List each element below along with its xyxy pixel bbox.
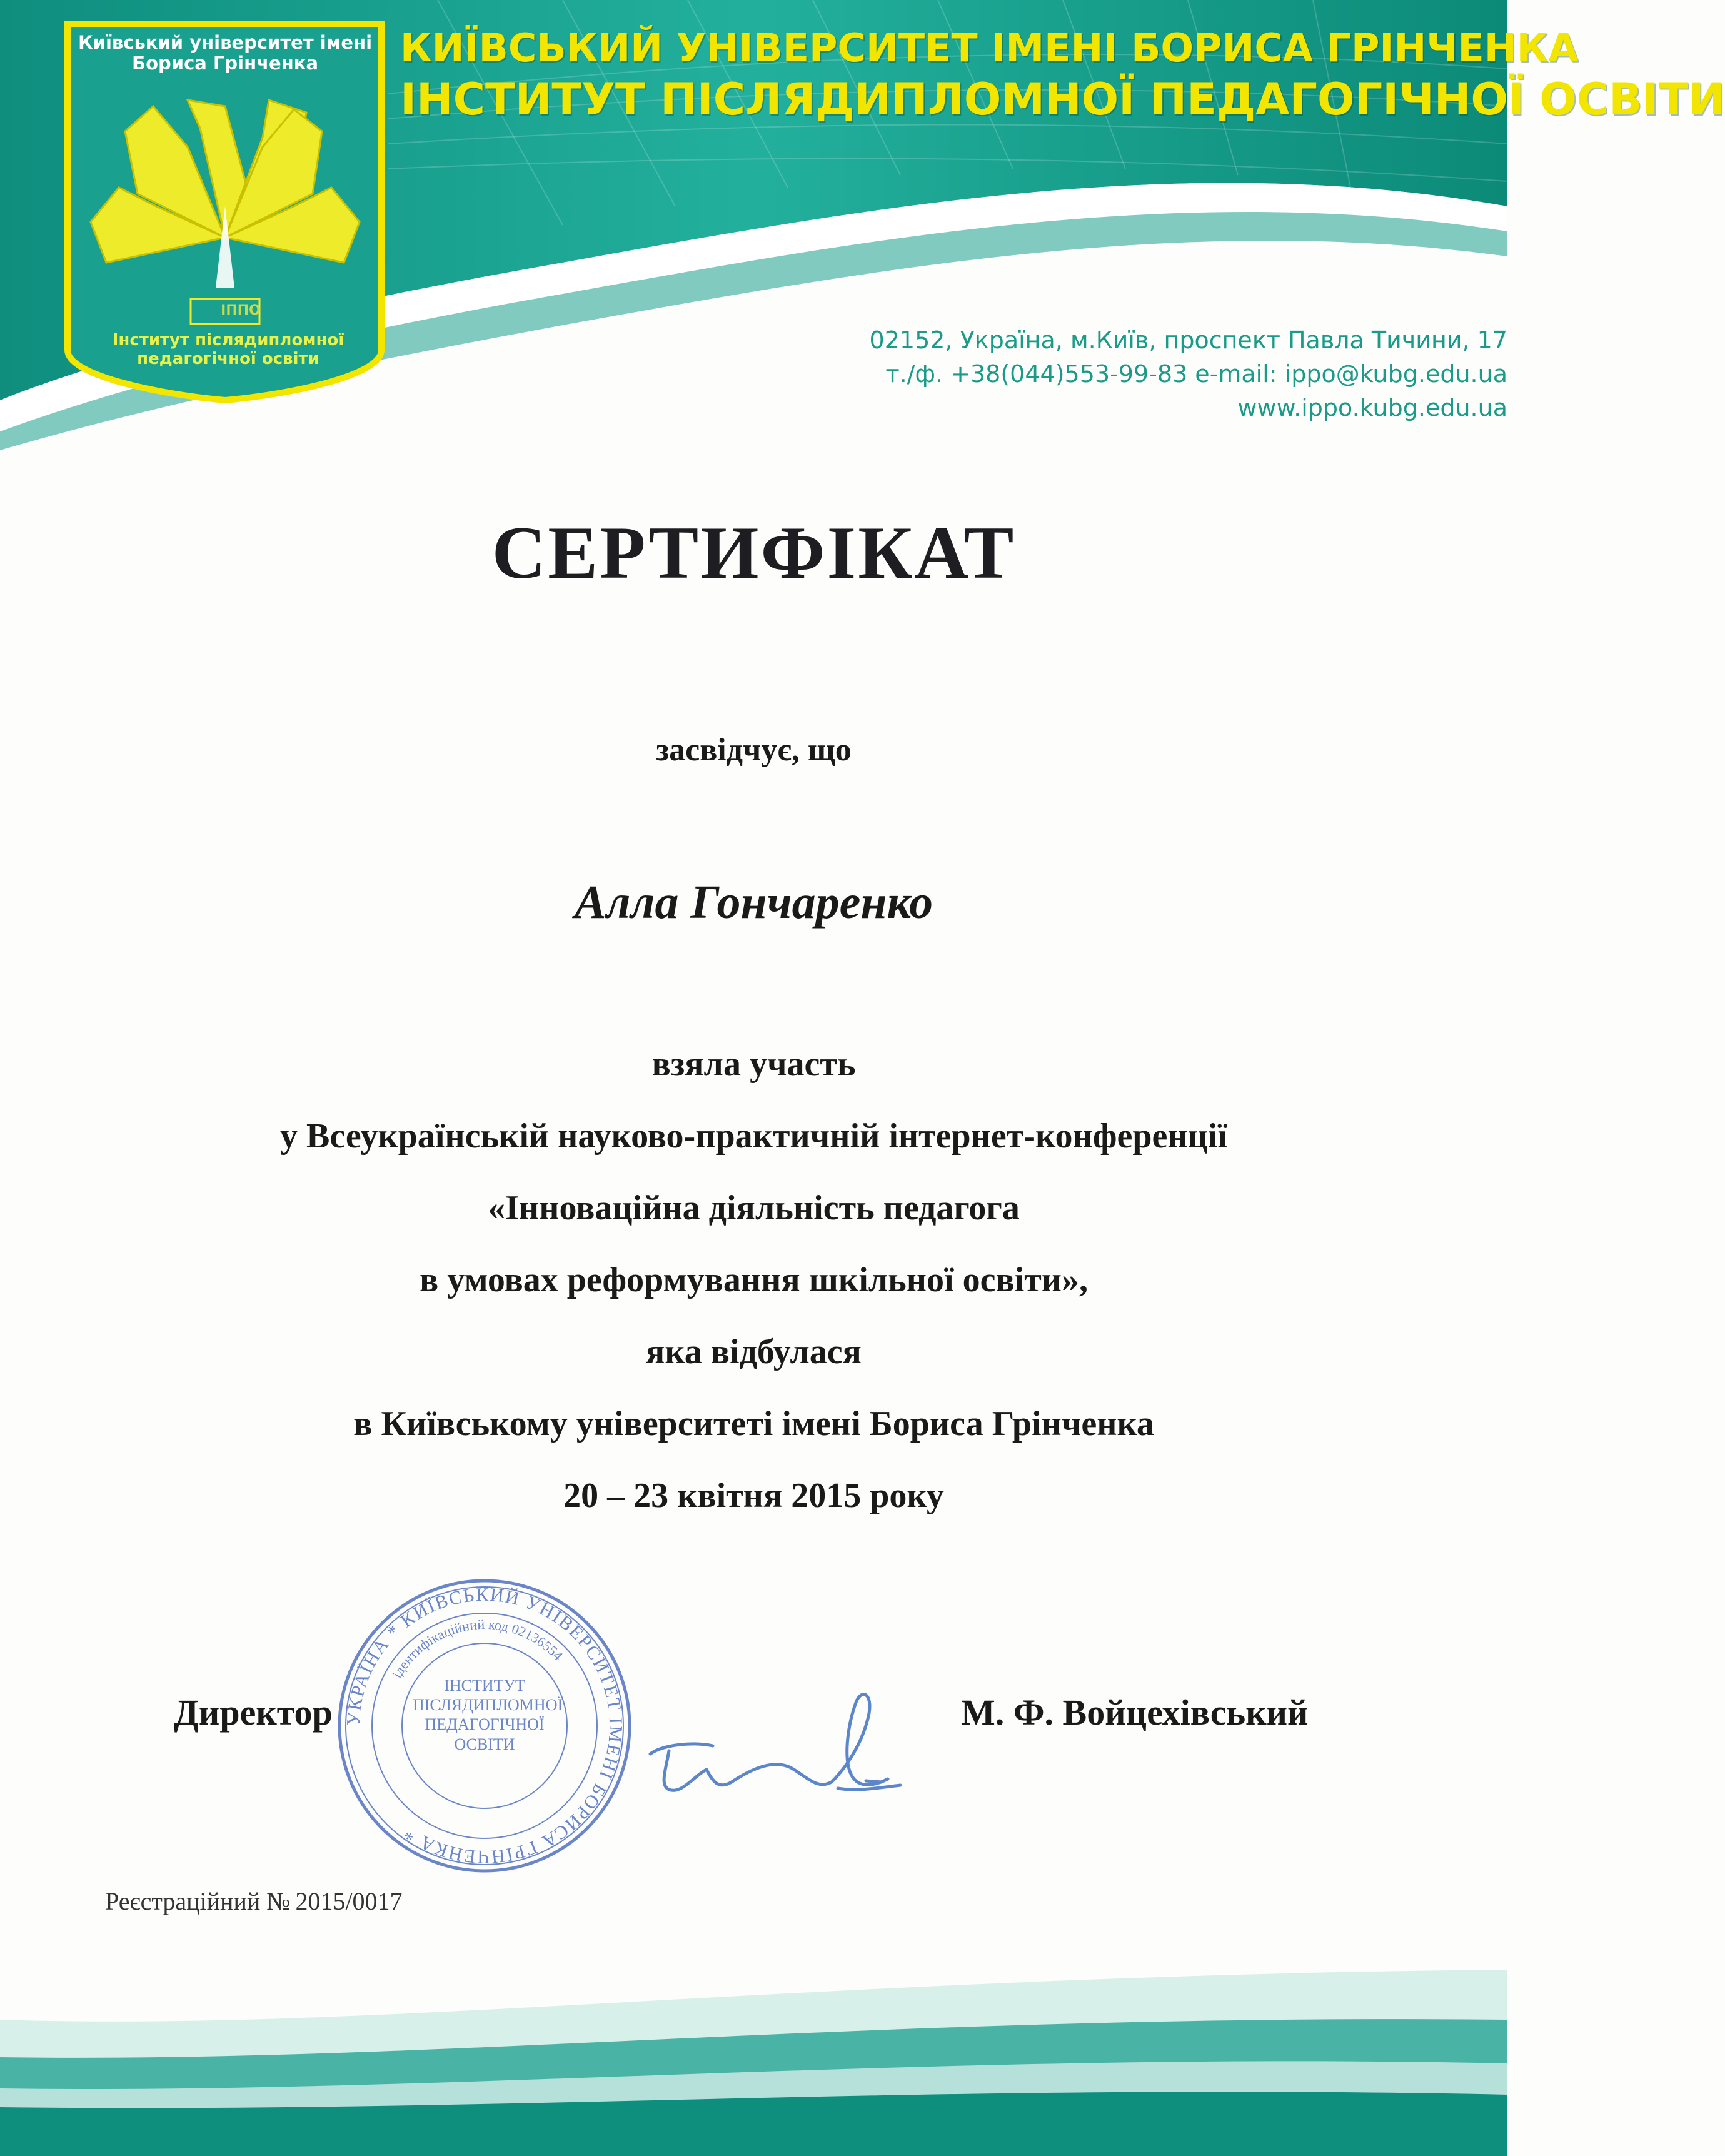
stamp-ring-text: УКРАЇНА * КИЇВСЬКИЙ УНІВЕРСИТЕТ ІМЕНІ БОРИСА ГРІНЧЕНКА * [343, 1584, 626, 1868]
svg-text:УКРАЇНА * КИЇВСЬКИЙ УНІВЕРСИТЕ [343, 1584, 626, 1867]
body-line: «Інноваційна діяльність педагога [488, 1189, 1020, 1227]
address: 02152, Україна, м.Київ, проспект Павла Тичини, 17 [869, 326, 1507, 354]
logo-university-name: Київський університет імені Бориса Грінченка [78, 32, 373, 74]
event-date: 20 – 23 квітня 2015 року [563, 1476, 944, 1515]
body-line: у Всеукраїнській науково-практичній інтернет-конференції [280, 1117, 1227, 1156]
phone-email: т./ф. +38(044)553-99-83 e-mail: ippo@kubg.edu.ua [885, 360, 1507, 388]
registration-label: Реєстраційний № [105, 1887, 291, 1915]
university-title: КИЇВСЬКИЙ УНІВЕРСИТЕТ ІМЕНІ БОРИСА ГРІНЧЕНКА [400, 25, 1579, 71]
director-name: М. Ф. Войцехівський [961, 1692, 1309, 1733]
body-line: в умовах реформування шкільної освіти», [419, 1261, 1089, 1299]
certifies-text: засвідчує, що [656, 732, 852, 768]
stamp-center-text: ІНСТИТУТ ПІСЛЯДИПЛОМНОЇ ПЕДАГОГІЧНОЇ ОСВІТИ [413, 1676, 563, 1753]
recipient-name: Алла Гончаренко [574, 876, 933, 929]
institute-title: ІНСТИТУТ ПІСЛЯДИПЛОМНОЇ ПЕДАГОГІЧНОЇ ОСВІТИ [400, 74, 1725, 125]
registration-number [105, 1886, 403, 1916]
stamp-code-text: ідентифікаційний код 02136554 [388, 1616, 566, 1681]
certificate-title: СЕРТИФІКАТ [491, 511, 1016, 594]
director-label: Директор [174, 1692, 333, 1733]
registration-value: 2015/0017 [295, 1887, 403, 1915]
logo-institute-name: Інститут післядипломної педагогічної освіти [112, 331, 344, 368]
body-line: в Київському університеті імені Бориса Грінченка [353, 1404, 1154, 1443]
website: www.ippo.kubg.edu.ua [1237, 394, 1507, 421]
body-line: яка відбулася [646, 1332, 862, 1371]
svg-text:ідентифікаційний код 02136554 [389, 1616, 566, 1681]
logo-abbreviation: ІППО [221, 303, 261, 318]
body-line: взяла участь [651, 1045, 856, 1084]
